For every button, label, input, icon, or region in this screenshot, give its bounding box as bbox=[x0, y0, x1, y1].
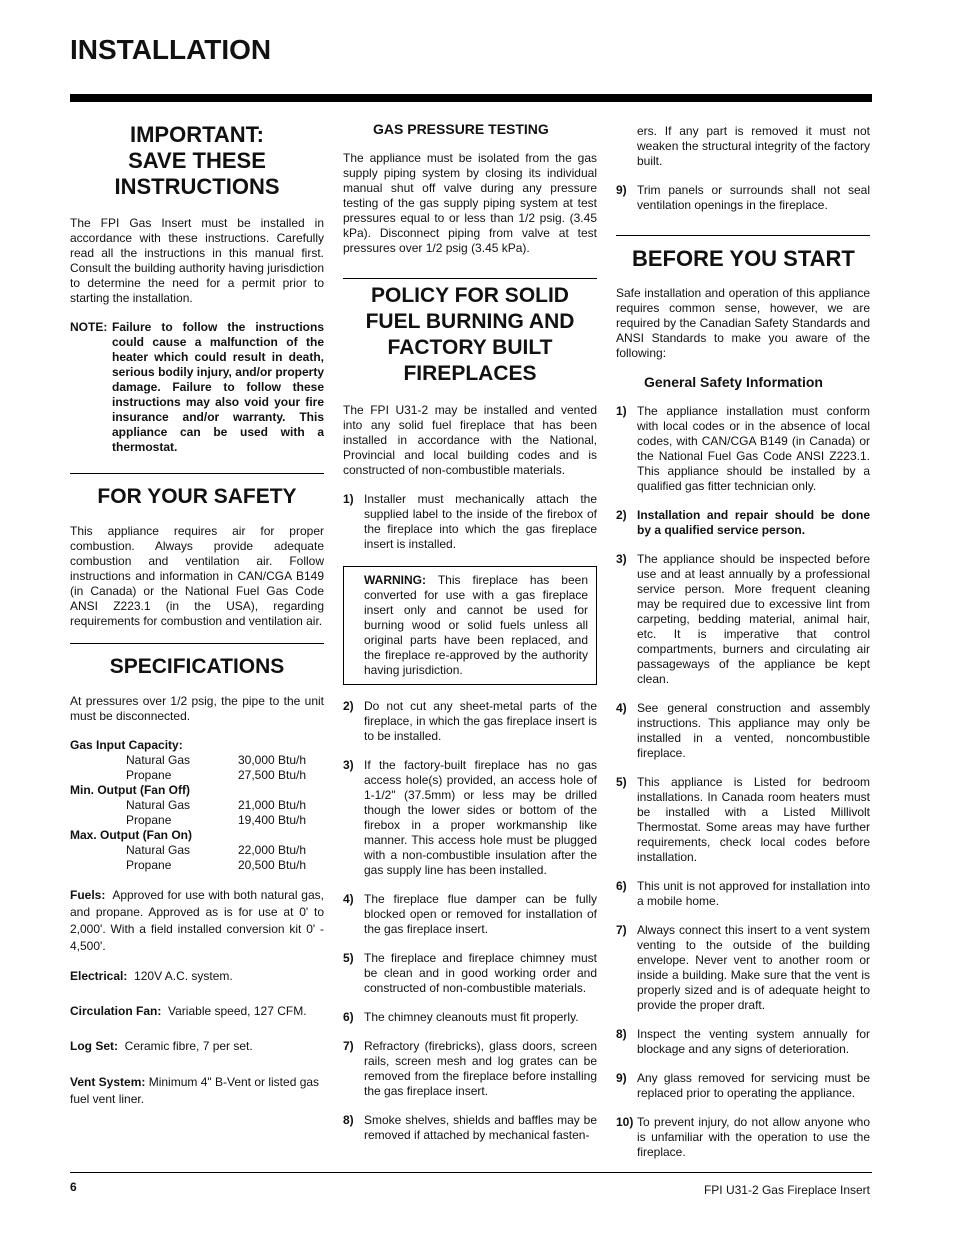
safety-heading: FOR YOUR SAFETY bbox=[97, 485, 297, 508]
list-number: 7) bbox=[616, 923, 627, 937]
list-item bbox=[616, 923, 870, 1013]
list-number: 3) bbox=[343, 758, 354, 772]
list-item bbox=[343, 1113, 597, 1143]
section-divider bbox=[70, 643, 324, 644]
spec-vent-system: Vent System: Minimum 4" B-Vent or listed gas fuel vent liner. bbox=[70, 1075, 320, 1106]
list-item bbox=[616, 552, 870, 687]
spec-electrical: Electrical: 120V A.C. system. bbox=[70, 969, 233, 983]
specifications-heading: SPECIFICATIONS bbox=[109, 655, 285, 678]
list-item bbox=[343, 892, 597, 937]
spec-row: Propane 27,500 Btu/h bbox=[126, 768, 307, 782]
policy-list bbox=[343, 699, 597, 1143]
list-item bbox=[343, 1010, 597, 1025]
list-text: Refractory (firebricks), glass doors, screen rails, screen mesh and log grates can be removed from the fireplace before installing the gas fireplace insert. bbox=[364, 1039, 597, 1098]
column-left bbox=[70, 118, 324, 1122]
note-label: NOTE: bbox=[70, 320, 108, 334]
warning-box bbox=[343, 566, 597, 685]
list-number: 6) bbox=[616, 879, 627, 893]
list-text: The appliance installation must conform with local codes or in the absence of local codes, with CAN/CGA B149 (in Canada) or the National Fuel Gas Code ANSI Z223.1. This appliance should be installed by a qualified gas fitter technician only. bbox=[637, 404, 870, 493]
list-item bbox=[343, 951, 597, 996]
policy-heading: POLICY FOR SOLID FUEL BURNING AND FACTORY BUILT FIREPLACES bbox=[365, 284, 575, 385]
spec-row: Propane 19,400 Btu/h bbox=[126, 813, 307, 827]
gas-pressure-body: The appliance must be isolated from the gas supply piping system by closing its individual manual shut off valve during any pressure testing of the gas supply piping system at test pressures equal to or less than 1/2 psig. (3.45 kPa). Disconnect piping from valve at test pressures over 1/2 psig (3.45 kPa). bbox=[343, 151, 597, 255]
warning-text: This fireplace has been converted for use with a gas fireplace insert only and cannot be used for burning wood or solid fuels unless all original parts have been replaced, and the fireplace re-approved by the authority having jurisdiction. bbox=[364, 573, 588, 677]
list-text: The fireplace and fireplace chimney must be clean and in good working order and constructed of non-combustible materials. bbox=[364, 951, 597, 995]
list-text: Inspect the venting system annually for blockage and any signs of deterioration. bbox=[637, 1027, 870, 1056]
list-text: The fireplace flue damper can be fully blocked open or removed for installation of the gas fireplace insert. bbox=[364, 892, 597, 936]
list-number: 8) bbox=[616, 1027, 627, 1041]
note-block bbox=[70, 320, 324, 455]
gas-input-capacity: Gas Input Capacity: Natural Gas 30,000 Btu/h Propane 27,500 Btu/h Min. Output (Fan Off) Natural Gas 21,000 Btu/h Propane 19,400 Btu/h Max. Output (Fan On) Natural Gas 22,000 Btu/h Propane 20,500 Btu/h bbox=[70, 738, 324, 873]
list-text: The chimney cleanouts must fit properly. bbox=[364, 1010, 579, 1024]
spec-log-set: Log Set: Ceramic fibre, 7 per set. bbox=[70, 1039, 253, 1053]
list-number: 6) bbox=[343, 1010, 354, 1024]
before-you-start-heading: BEFORE YOU START bbox=[632, 246, 855, 271]
footer-product: FPI U31-2 Gas Fireplace Insert bbox=[703, 1183, 870, 1197]
list-text: Smoke shelves, shields and baffles may be removed if attached by mechanical fasten- bbox=[364, 1113, 597, 1142]
spec-circulation-fan: Circulation Fan: Variable speed, 127 CFM. bbox=[70, 1004, 307, 1018]
footer-divider bbox=[70, 1172, 872, 1173]
before-intro: Safe installation and operation of this appliance requires common sense, however, we are required by the Canadian Safety Standards and ANSI Standards to make you aware of the following: bbox=[616, 286, 870, 360]
list-item bbox=[616, 879, 870, 909]
list-item bbox=[343, 699, 597, 744]
spec-row: Propane 20,500 Btu/h bbox=[126, 858, 307, 872]
spec-fuels: Fuels: Approved for use with both natural gas, and propane. Approved as is for use at 0' to 2,000'. With a field installed conversion kit 0' - 4,500'. bbox=[70, 888, 324, 953]
list-text: The appliance should be inspected before use and at least annually by a professional service person. More frequent cleaning may be required due to excessive lint from carpeting, bedding material, animal hair, etc. It is imperative that control compartments, burners and circulating air passageways of the appliance be kept clean. bbox=[637, 552, 870, 686]
list-item bbox=[343, 1039, 597, 1099]
list-item bbox=[616, 701, 870, 761]
list-item bbox=[343, 758, 597, 878]
column-right bbox=[616, 124, 870, 1174]
section-divider bbox=[343, 278, 597, 279]
list-number: 9) bbox=[616, 1071, 627, 1085]
list-text: If the factory-built fireplace has no gas access hole(s) provided, an access hole of 1-1/2" (37.5mm) or less may be drilled though the lower sides or bottom of the firebox in a proper workmanship like manner. This access hole must be plugged with a non-combustible insulation after the gas supply line has been installed. bbox=[364, 758, 597, 877]
section-divider bbox=[70, 473, 324, 474]
important-body: The FPI Gas Insert must be installed in accordance with these instructions. Carefully read all the instructions in this manual first. Consult the building authority having jurisdiction to determine the need for a permit prior to starting the installation. bbox=[70, 216, 324, 305]
list-text: See general construction and assembly instructions. This appliance may only be installed in a vented, noncombustible fireplace. bbox=[637, 701, 870, 760]
important-heading: IMPORTANT: SAVE THESE INSTRUCTIONS bbox=[114, 122, 280, 199]
safety-list bbox=[616, 404, 870, 1160]
general-safety-heading: General Safety Information bbox=[644, 374, 823, 390]
list-number: 1) bbox=[616, 404, 627, 418]
list-item bbox=[616, 1027, 870, 1057]
list-text: Installation and repair should be done by a qualified service person. bbox=[637, 508, 870, 537]
list-text: Do not cut any sheet-metal parts of the fireplace, in which the gas fireplace insert is to be installed. bbox=[364, 699, 597, 743]
top-divider-bar bbox=[70, 94, 872, 102]
list-number: 7) bbox=[343, 1039, 354, 1053]
list-item bbox=[616, 1115, 870, 1160]
list-number: 8) bbox=[343, 1113, 354, 1127]
page-number: 6 bbox=[70, 1180, 77, 1194]
list-text: This appliance is Listed for bedroom installations. In Canada room heaters must be installed with a Listed Millivolt Thermostat. Some areas may have further requirements, check local codes before installation. bbox=[637, 775, 870, 864]
list-item bbox=[616, 1071, 870, 1101]
spec-row: Natural Gas 30,000 Btu/h bbox=[126, 753, 307, 767]
list-number: 5) bbox=[343, 951, 354, 965]
specs-intro: At pressures over 1/2 psig, the pipe to the unit must be disconnected. bbox=[70, 694, 324, 723]
list-number: 4) bbox=[343, 892, 354, 906]
list-text: Any glass removed for servicing must be replaced prior to operating the appliance. bbox=[637, 1071, 870, 1100]
list-item bbox=[616, 508, 870, 538]
list-number: 4) bbox=[616, 701, 627, 715]
page-title: INSTALLATION bbox=[70, 34, 272, 65]
list-number: 3) bbox=[616, 552, 627, 566]
gas-pressure-heading: GAS PRESSURE TESTING bbox=[373, 121, 549, 137]
list-text: This unit is not approved for installation into a mobile home. bbox=[637, 879, 870, 908]
list-number: 10) bbox=[616, 1115, 634, 1129]
list-number: 5) bbox=[616, 775, 627, 789]
list-item: 1) Installer must mechanically attach the supplied label to the inside of the firebox of the fireplace into which the gas fireplace insert is installed. bbox=[343, 492, 597, 551]
list-text: Always connect this insert to a vent system venting to the outside of the building envelope. Never vent to another room or inside a building. Make sure that the vent is properly sized and is of adequate height to provide the proper draft. bbox=[637, 923, 870, 1012]
policy-intro: The FPI U31-2 may be installed and vented into any solid fuel fireplace that has been installed in accordance with the National, Provincial and local building codes and is constructed of non-combustible materials. bbox=[343, 403, 597, 477]
list-number: 2) bbox=[343, 699, 354, 713]
list-item bbox=[616, 404, 870, 494]
note-text: Failure to follow the instructions could cause a malfunction of the heater which could result in death, serious bodily injury, and/or property damage. Failure to follow these instructions may also void your fire insurance and/or warranty. This appliance can be used with a thermostat. bbox=[112, 320, 324, 454]
section-divider bbox=[616, 235, 870, 236]
list-text: To prevent injury, do not allow anyone who is unfamiliar with the operation to use the fireplace. bbox=[637, 1115, 870, 1159]
safety-body: This appliance requires air for proper combustion. Always provide adequate combustion and ventilation air. Follow instructions and information in CAN/CGA B149 (in Canada) or the National Fuel Gas Code ANSI Z223.1 (in the USA), regarding requirements for combustion and ventilation air. bbox=[70, 524, 324, 628]
spec-row: Natural Gas 21,000 Btu/h bbox=[126, 798, 307, 812]
column-middle bbox=[343, 118, 597, 1157]
list-item bbox=[616, 775, 870, 865]
spec-row: Natural Gas 22,000 Btu/h bbox=[126, 843, 307, 857]
list-item: 9) Trim panels or surrounds shall not seal ventilation openings in the fireplace. bbox=[616, 183, 870, 212]
warning-label: WARNING: bbox=[364, 573, 426, 587]
list-number: 2) bbox=[616, 508, 627, 522]
continuation-text: ers. If any part is removed it must not weaken the structural integrity of the factory built. bbox=[637, 124, 870, 168]
